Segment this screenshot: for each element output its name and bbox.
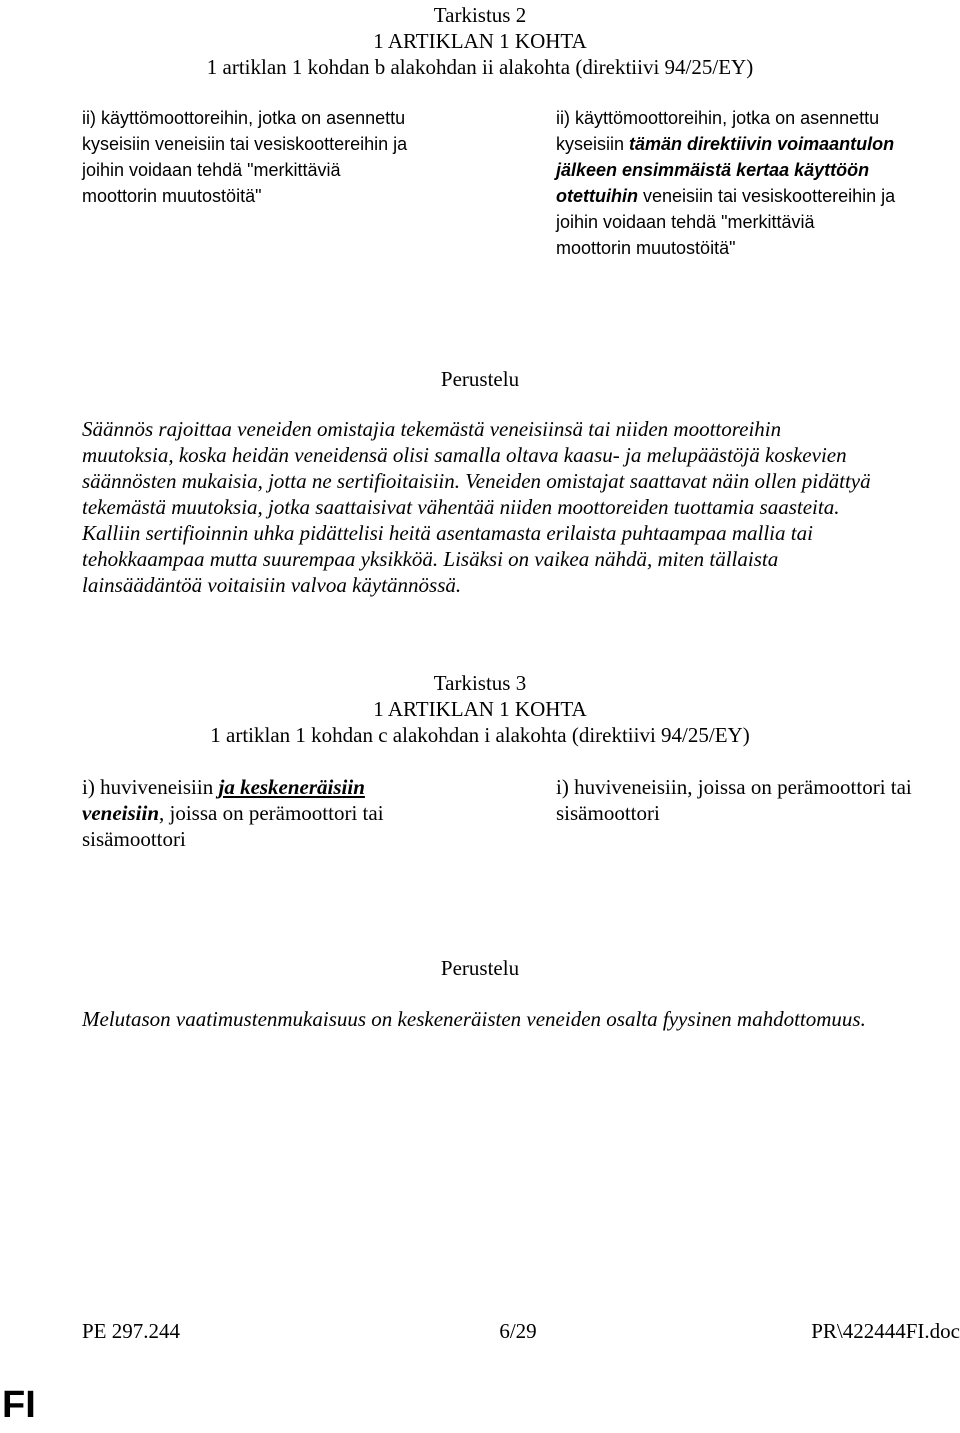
amendment-3-reference: 1 artiklan 1 kohdan c alakohdan i alakohta (direktiivi 94/25/EY): [210, 723, 750, 747]
amendment-3-commission-text: [82, 774, 512, 852]
commission-text-segment: , joissa on perämoottori tai: [159, 801, 384, 825]
amended-text-line: sisämoottori: [556, 801, 660, 825]
footer-page-number: 6/29: [499, 1319, 537, 1343]
amendment-3-article: 1 ARTIKLAN 1 KOHTA: [373, 697, 587, 721]
amended-text-emphasis: tämän direktiivin voimaantulon: [629, 134, 895, 154]
amended-text-line: [556, 157, 960, 183]
justification-line: säännösten mukaisia, jotta ne sertifioitaisiin. Veneiden omistajat saattavat näin ollen pidättyä: [82, 469, 871, 493]
amended-text-line: ii) käyttömoottoreihin, jotka on asennettu: [556, 108, 880, 128]
commission-text-line: [82, 800, 512, 826]
amendment-2-title: Tarkistus 2: [433, 3, 527, 27]
amended-text-emphasis: jälkeen ensimmäistä kertaa käyttöön: [556, 160, 870, 180]
amendment-2-commission-text: [82, 105, 502, 209]
amendment-3-title: Tarkistus 3: [433, 671, 527, 695]
amendment-2-amended-text: [556, 105, 960, 261]
amended-text-line: moottorin muutostöitä": [556, 238, 736, 258]
commission-text-line: kyseisiin veneisiin tai vesiskoottereihin ja: [82, 134, 408, 154]
footer-doc-number: PE 297.244: [82, 1319, 181, 1343]
justification-line: tehokkaampaa mutta suurempaa yksikköä. Lisäksi on vaikea nähdä, miten tällaista: [82, 547, 779, 571]
commission-text-line: sisämoottori: [82, 827, 186, 851]
commission-text-emphasis: ja keskeneräisiin: [218, 775, 365, 799]
amended-text-segment: veneisiin tai vesiskoottereihin ja: [637, 186, 896, 206]
commission-text-line: [82, 774, 512, 800]
amendment-2-article: 1 ARTIKLAN 1 KOHTA: [373, 29, 587, 53]
commission-text-emphasis: veneisiin: [82, 801, 159, 825]
justification-line: Melutason vaatimustenmukaisuus on keskeneräisten veneiden osalta fyysinen mahdottomuus.: [82, 1007, 866, 1031]
commission-text-segment: i) huviveneisiin: [82, 775, 219, 799]
amended-text-emphasis: otettuihin: [556, 186, 638, 206]
commission-text-line: moottorin muutostöitä": [82, 186, 262, 206]
amended-text-line: [556, 183, 960, 209]
amendment-3-amended-text: [556, 774, 960, 826]
amendment-3-heading: [0, 670, 960, 748]
justification-line: muutoksia, koska heidän veneidensä olisi samalla oltava kaasu- ja melupäästöjä koskevien: [82, 443, 847, 467]
amendment-3-justification-label: Perustelu: [440, 956, 520, 980]
amendment-2-heading: [0, 2, 960, 80]
justification-line: Säännös rajoittaa veneiden omistajia tekemästä veneisiinsä tai niiden moottoreihin: [82, 417, 782, 441]
justification-line: Kalliin sertifioinnin uhka pidättelisi heitä asentamasta erilaista puhtaampaa mallia tai: [82, 521, 813, 545]
language-code: FI: [2, 1384, 36, 1426]
footer-filename: PR\422444FI.doc: [811, 1319, 960, 1343]
amendment-2-justification-label: Perustelu: [440, 367, 520, 391]
amendment-2-reference: 1 artiklan 1 kohdan b alakohdan ii alakohta (direktiivi 94/25/EY): [206, 55, 754, 79]
amendment-3-justification: [82, 1006, 950, 1032]
justification-line: tekemästä muutoksia, jotka saattaisivat vähentää niiden moottoreiden tuottamia saasteita.: [82, 495, 840, 519]
commission-text-line: ii) käyttömoottoreihin, jotka on asennettu: [82, 108, 406, 128]
amended-text-line: [556, 131, 960, 157]
justification-line: lainsäädäntöä voitaisiin valvoa käytännössä.: [82, 573, 462, 597]
amended-text-segment: kyseisiin: [556, 134, 630, 154]
amended-text-line: i) huviveneisiin, joissa on perämoottori tai: [556, 775, 912, 799]
commission-text-line: joihin voidaan tehdä "merkittäviä: [82, 160, 341, 180]
amendment-2-justification: [82, 416, 950, 598]
amended-text-line: joihin voidaan tehdä "merkittäviä: [556, 212, 815, 232]
